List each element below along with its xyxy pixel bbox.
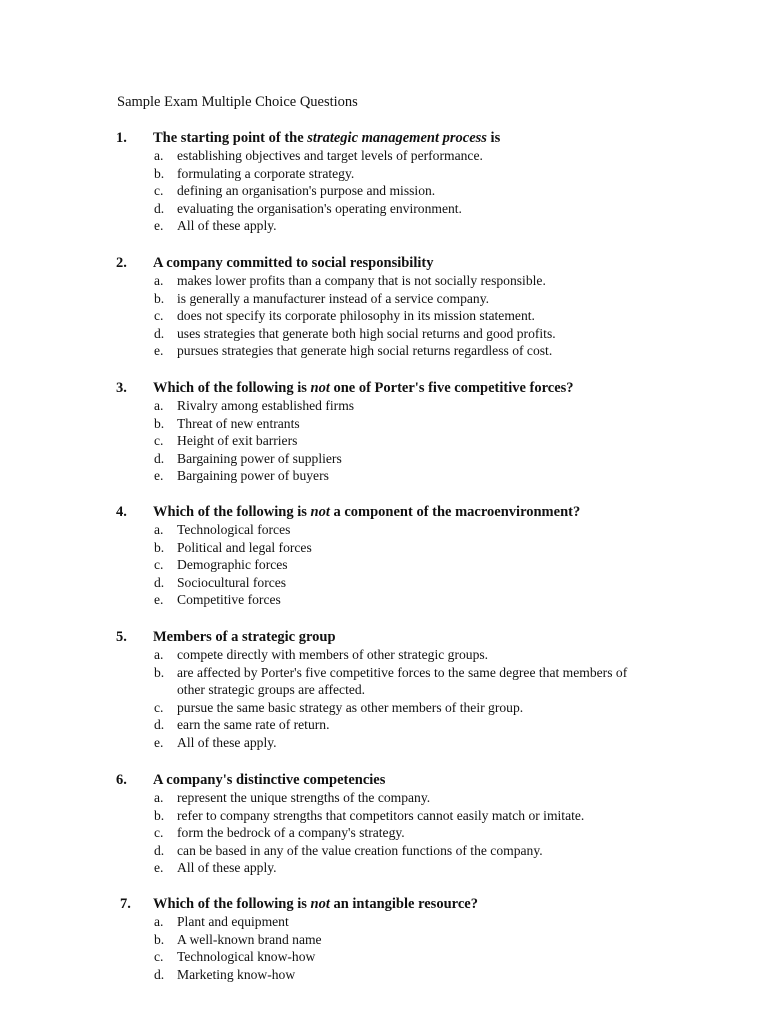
answer-option: [0, 467, 768, 485]
question-text: [153, 379, 574, 397]
question-number: 2.: [116, 255, 127, 271]
answer-option: [0, 200, 768, 218]
question-emphasis: not: [310, 380, 330, 396]
option-letter: d.: [154, 200, 165, 216]
option-letter: a.: [154, 914, 164, 929]
question-text-part: a component of the macroenvironment?: [329, 504, 581, 520]
question-text: [153, 771, 385, 789]
option-text: compete directly with members of other strategic groups.: [177, 647, 489, 662]
option-text: makes lower profits than a company that is not socially responsible.: [177, 273, 546, 288]
option-text: Technological forces: [177, 522, 291, 537]
answer-option: [0, 824, 768, 842]
option-text: formulating a corporate strategy.: [177, 165, 355, 181]
question-header: [0, 895, 768, 913]
question-header: [0, 379, 768, 397]
answer-option: [0, 789, 768, 807]
option-text: Plant and equipment: [177, 914, 289, 929]
option-text: evaluating the organisation's operating environment.: [177, 200, 462, 216]
option-letter: a.: [154, 790, 164, 805]
question-text: [153, 895, 478, 913]
option-text: Political and legal forces: [177, 539, 312, 555]
document-title: Sample Exam Multiple Choice Questions: [117, 94, 358, 110]
option-letter: a.: [154, 148, 164, 163]
question-2: [0, 254, 768, 360]
answer-option: [0, 521, 768, 539]
option-text: uses strategies that generate both high social returns and good profits.: [177, 325, 556, 341]
answer-option: [0, 591, 768, 609]
option-letter: b.: [154, 290, 165, 306]
answer-option: [0, 966, 768, 984]
question-text-part: one of Porter's five competitive forces?: [329, 380, 574, 396]
answer-option: [0, 948, 768, 966]
answer-option: [0, 539, 768, 557]
question-5: [0, 628, 768, 752]
option-letter: c.: [154, 308, 164, 324]
option-letter: e.: [154, 734, 164, 750]
option-list: [0, 521, 768, 609]
answer-option: [0, 307, 768, 325]
option-text: Height of exit barriers: [177, 433, 298, 449]
answer-option: [0, 217, 768, 235]
answer-option: [0, 842, 768, 860]
question-header: [0, 771, 768, 789]
option-letter: b.: [154, 165, 165, 181]
answer-option: [0, 556, 768, 574]
question-text: [153, 129, 500, 147]
question-text: [153, 254, 433, 272]
option-list: [0, 646, 768, 752]
option-letter: d.: [154, 717, 165, 733]
question-number: 3.: [116, 380, 127, 396]
option-text: is generally a manufacturer instead of a service company.: [177, 290, 490, 306]
option-letter: d.: [154, 325, 165, 341]
option-letter: c.: [154, 825, 164, 841]
option-text: Bargaining power of suppliers: [177, 450, 342, 466]
answer-option: [0, 182, 768, 200]
question-number: 6.: [116, 772, 127, 788]
option-text: Marketing know-how: [177, 966, 296, 982]
option-letter: e.: [154, 592, 164, 608]
answer-option: [0, 272, 768, 290]
option-letter: e.: [154, 860, 164, 876]
option-text: Competitive forces: [177, 592, 281, 608]
question-1: [0, 129, 768, 235]
option-text: pursues strategies that generate high social returns regardless of cost.: [177, 343, 553, 359]
option-letter: e.: [154, 218, 164, 234]
question-header: [0, 503, 768, 521]
option-text: can be based in any of the value creation functions of the company.: [177, 842, 543, 858]
option-letter: d.: [154, 574, 165, 590]
question-6: [0, 771, 768, 877]
option-text: All of these apply.: [177, 860, 277, 876]
option-text: Rivalry among established firms: [177, 398, 355, 413]
option-list: [0, 789, 768, 877]
answer-option: [0, 716, 768, 734]
option-text: pursue the same basic strategy as other members of their group.: [177, 699, 524, 715]
question-header: [0, 129, 768, 147]
answer-option: [0, 325, 768, 343]
answer-option: [0, 646, 768, 664]
question-emphasis: not: [310, 504, 330, 520]
question-text: [153, 503, 580, 521]
option-list: [0, 272, 768, 360]
option-letter: b.: [154, 539, 165, 555]
option-letter: d.: [154, 842, 165, 858]
option-letter: c.: [154, 949, 164, 965]
question-7: [0, 895, 768, 983]
question-text-part: Members of a strategic group: [153, 629, 336, 645]
question-text: [153, 628, 336, 646]
answer-option: [0, 397, 768, 415]
option-letter: e.: [154, 343, 164, 359]
option-letter: a.: [154, 522, 164, 537]
option-letter: d.: [154, 450, 165, 466]
answer-option: [0, 664, 768, 699]
option-text: Sociocultural forces: [177, 574, 287, 590]
option-text: Bargaining power of buyers: [177, 468, 329, 484]
question-header: [0, 628, 768, 646]
option-letter: b.: [154, 807, 165, 823]
answer-option: [0, 165, 768, 183]
question-number: 5.: [116, 629, 127, 645]
question-text-part: The starting point of the: [153, 130, 308, 146]
question-emphasis: not: [310, 896, 330, 912]
question-text-part: an intangible resource?: [329, 896, 478, 912]
option-list: [0, 913, 768, 983]
answer-option: [0, 699, 768, 717]
option-letter: d.: [154, 966, 165, 982]
option-text: establishing objectives and target levels of performance.: [177, 148, 483, 163]
question-text-part: A company's distinctive competencies: [153, 772, 386, 788]
option-text: form the bedrock of a company's strategy.: [177, 825, 405, 841]
option-list: [0, 397, 768, 485]
question-text-part: is: [486, 130, 501, 146]
answer-option: [0, 931, 768, 949]
option-text: refer to company strengths that competitors cannot easily match or imitate.: [177, 807, 585, 823]
question-text-part: Which of the following is: [153, 504, 311, 520]
option-letter: a.: [154, 647, 164, 662]
option-letter: a.: [154, 398, 164, 413]
option-text: represent the unique strengths of the company.: [177, 790, 431, 805]
option-letter: b.: [154, 931, 165, 947]
option-letter: e.: [154, 468, 164, 484]
answer-option: [0, 574, 768, 592]
answer-option: [0, 415, 768, 433]
option-letter: b.: [154, 415, 165, 431]
option-letter: c.: [154, 433, 164, 449]
answer-option: [0, 913, 768, 931]
answer-option: [0, 734, 768, 752]
answer-option: [0, 432, 768, 450]
option-text: A well-known brand name: [177, 931, 322, 947]
question-number: 7.: [120, 896, 131, 912]
answer-option: [0, 450, 768, 468]
question-text-part: A company committed to social responsibility: [153, 255, 434, 271]
option-text: All of these apply.: [177, 218, 277, 234]
option-list: [0, 147, 768, 235]
question-text-part: Which of the following is: [153, 380, 311, 396]
option-letter: a.: [154, 273, 164, 288]
option-text: Demographic forces: [177, 557, 288, 573]
question-number: 4.: [116, 504, 127, 520]
option-text: All of these apply.: [177, 734, 277, 750]
option-letter: b.: [154, 664, 165, 680]
answer-option: [0, 290, 768, 308]
question-number: 1.: [116, 130, 127, 146]
option-text: earn the same rate of return.: [177, 717, 330, 733]
question-3: [0, 379, 768, 485]
answer-option: [0, 342, 768, 360]
option-text: does not specify its corporate philosophy in its mission statement.: [177, 308, 535, 324]
option-letter: c.: [154, 699, 164, 715]
option-letter: c.: [154, 557, 164, 573]
question-emphasis: strategic management process: [307, 130, 487, 146]
option-text: defining an organisation's purpose and mission.: [177, 183, 436, 199]
option-text: are affected by Porter's five competitive forces to the same degree that members of other strategic groups are affected.: [177, 664, 628, 698]
option-text: Threat of new entrants: [177, 415, 300, 431]
question-text-part: Which of the following is: [153, 896, 311, 912]
question-4: [0, 503, 768, 609]
answer-option: [0, 859, 768, 877]
option-letter: c.: [154, 183, 164, 199]
answer-option: [0, 807, 768, 825]
option-text: Technological know-how: [177, 949, 316, 965]
question-header: [0, 254, 768, 272]
answer-option: [0, 147, 768, 165]
